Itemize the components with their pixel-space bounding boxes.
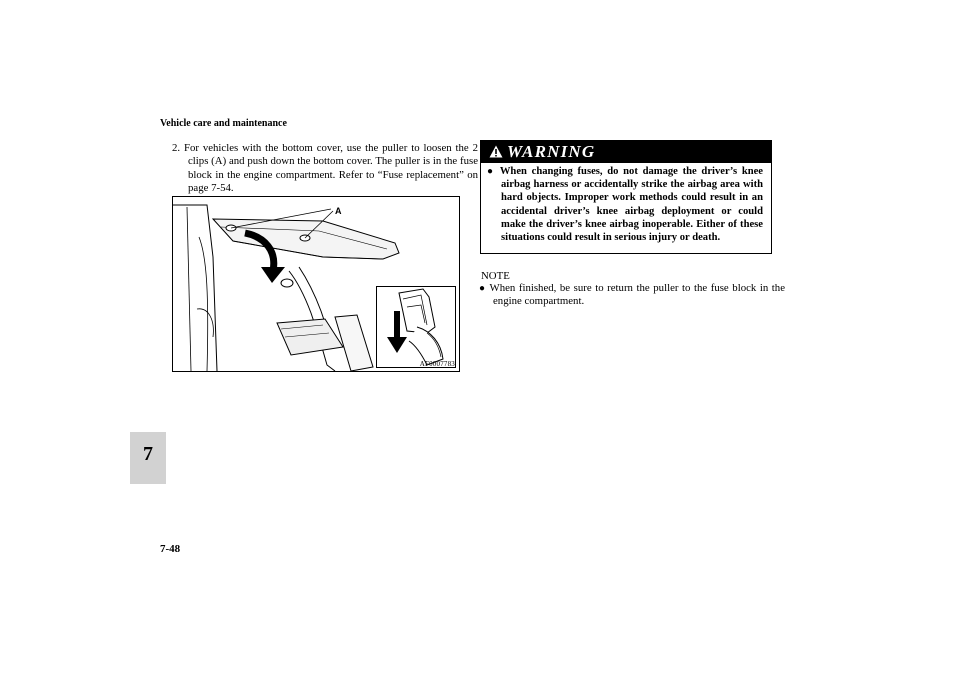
warning-header — [481, 141, 771, 163]
section-title: Vehicle care and maintenance — [160, 118, 287, 129]
chapter-tab-number: 7 — [143, 443, 153, 465]
bottom-cover-illustration — [172, 196, 460, 372]
chapter-tab — [130, 432, 166, 484]
note-text — [479, 282, 785, 309]
warning-text — [487, 165, 763, 244]
warning-box — [480, 140, 772, 254]
puller-hand-drawing — [377, 287, 455, 367]
note-label: NOTE — [481, 270, 510, 282]
warning-text-content: When changing fuses, do not damage the driver’s knee airbag harness or accidentally strike the airbag area with hard objects. Improper work methods could result in an accidental driver’s knee airbag deployment or could make the driver’s knee airbag inoperable. Either of these situations could result in serious injury or death. — [499, 166, 764, 244]
note-bullet: ● — [479, 283, 486, 294]
puller-inset — [376, 286, 456, 368]
warning-title: WARNING — [507, 142, 596, 161]
warning-bullet: ● — [487, 166, 496, 177]
page-number: 7-48 — [160, 543, 181, 555]
step-2-text: 2. For vehicles with the bottom cover, use the puller to loosen the 2 clips (A) and push down the bottom cover. The puller is in the fuse block in the engine compartment. Refer to “Fuse replacement” on page 7-54. — [172, 142, 478, 195]
warning-triangle-icon — [489, 145, 503, 163]
figure-code: AF0007783 — [419, 360, 455, 368]
clip-label-a: A — [335, 206, 342, 216]
note-text-content: When finished, be sure to return the puller to the fuse block in the engine compartment. — [489, 282, 786, 308]
